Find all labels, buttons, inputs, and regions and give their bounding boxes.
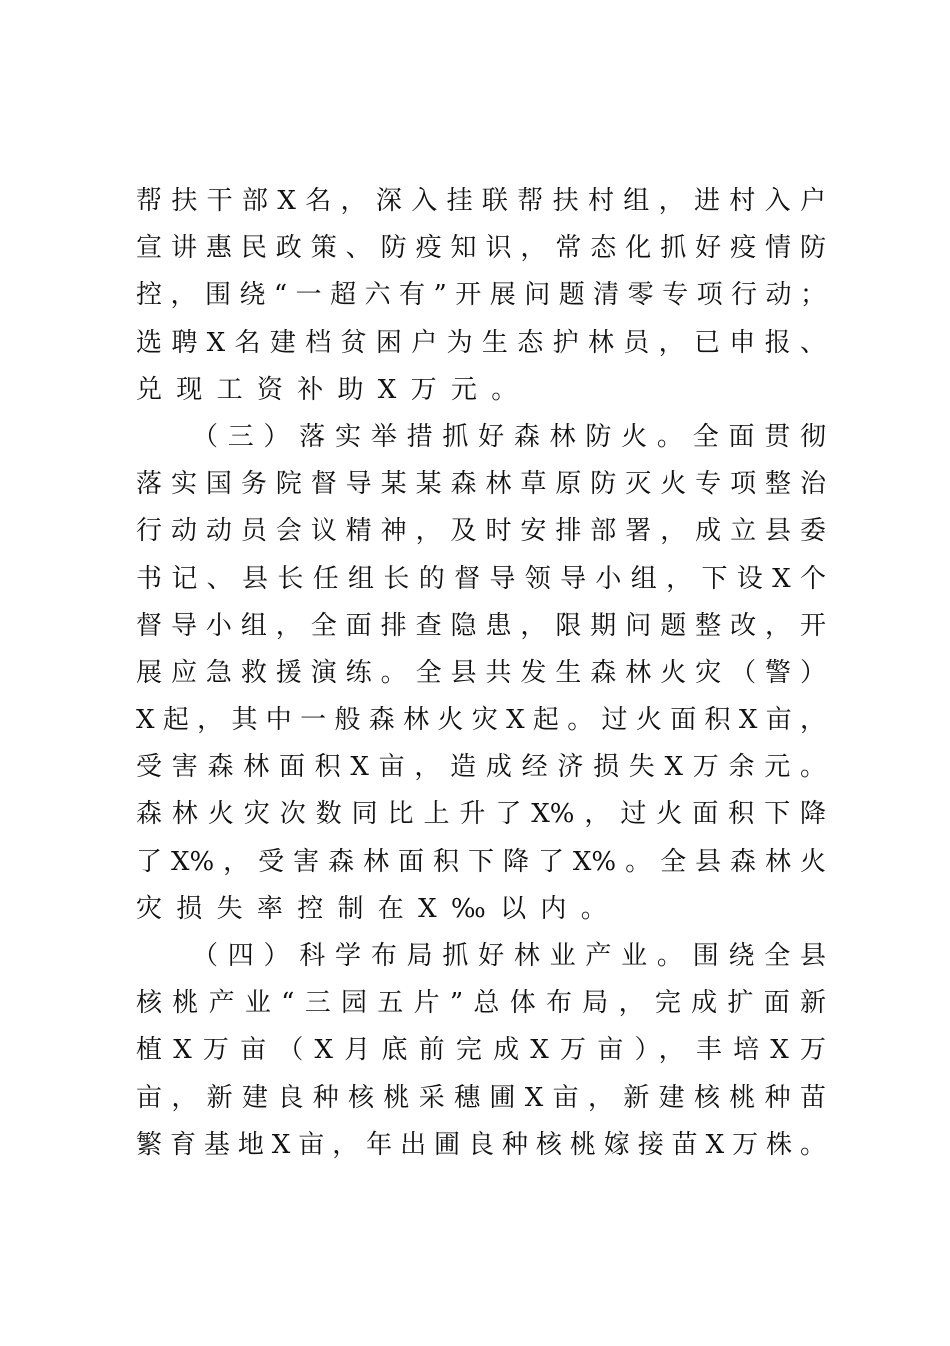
text-line: 选聘X名建档贫困户为生态护林员，已申报、 [136, 327, 826, 358]
text-line: 落实国务院督导某某森林草原防灭火专项整治 [136, 469, 826, 500]
text-line: 兑现工资补助X万元。 [136, 374, 532, 405]
text-line: 繁育基地X亩，年出圃良种核桃嫁接苗X万株。 [136, 1129, 826, 1160]
text-line: 展应急救援演练。全县共发生森林火灾（警） [136, 657, 826, 688]
text-line: 受害森林面积X亩，造成经济损失X万余元。 [136, 752, 826, 783]
text-line: 控，围绕“一超六有”开展问题清零专项行动； [136, 280, 826, 311]
text-line: 行动动员会议精神，及时安排部署，成立县委 [136, 516, 826, 547]
text-line: 灾损失率控制在X‰以内。 [136, 893, 621, 924]
text-line: 亩，新建良种核桃采穗圃X亩，新建核桃种苗 [136, 1082, 826, 1113]
text-line: 植X万亩（X月底前完成X万亩），丰培X万 [136, 1035, 826, 1066]
text-line: X起，其中一般森林火灾X起。过火面积X亩， [136, 705, 826, 736]
text-line: 帮扶干部X名，深入挂联帮扶村组，进村入户 [136, 186, 826, 216]
text-line: 核桃产业“三园五片”总体布局，完成扩面新 [136, 988, 826, 1019]
body-text [136, 178, 826, 1169]
section-heading-line: （四）科学布局抓好林业产业。围绕全县 [192, 941, 826, 971]
text-line: 督导小组，全面排查隐患，限期问题整改，开 [136, 610, 826, 641]
section-heading-line: （三）落实举措抓好森林防火。全面贯彻 [192, 421, 826, 452]
text-line: 森林火灾次数同比上升了X%，过火面积下降 [136, 799, 826, 830]
text-line: 宣讲惠民政策、防疫知识，常态化抓好疫情防 [136, 233, 826, 264]
text-line: 书记、县长任组长的督导领导小组，下设X个 [136, 563, 826, 594]
text-line: 了X%，受害森林面积下降了X%。全县森林火 [136, 846, 826, 877]
